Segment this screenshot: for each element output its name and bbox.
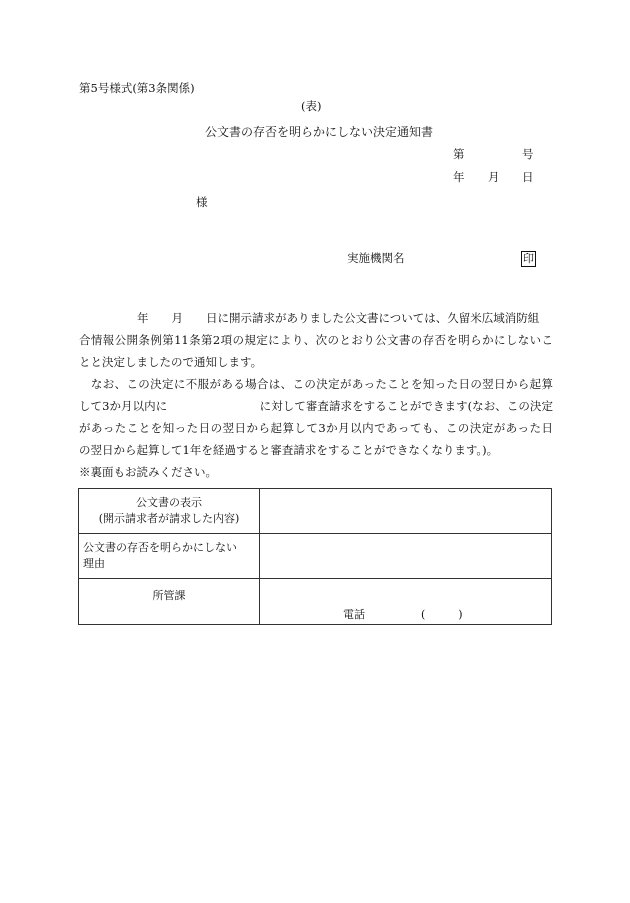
doc-number-suffix: 号: [522, 147, 534, 161]
side-label: (表): [301, 99, 322, 113]
body-line: があったことを知った日の翌日から起算して3か月以内であっても、この決定があった日: [79, 421, 553, 435]
date-month: 月: [488, 170, 500, 184]
form-number: 第5号様式(第3条関係): [79, 81, 195, 95]
info-table: [78, 488, 552, 625]
table-row: [79, 579, 552, 625]
doc-number-prefix: 第: [453, 147, 465, 161]
phone-row: [260, 579, 551, 624]
table-row: [79, 534, 552, 579]
date-year: 年: [453, 170, 465, 184]
body-line: 年 月 日に開示請求がありました公文書については、久留米広域消防組: [137, 311, 540, 325]
department-field[interactable]: [260, 579, 552, 625]
date-day: 日: [522, 170, 534, 184]
doc-display-label-line2: (開示請求者が請求した内容): [98, 512, 240, 525]
phone-parens: ( ): [421, 608, 463, 621]
phone-label: 電話: [343, 608, 365, 621]
body-line: とと決定しましたので通知します。: [79, 355, 263, 369]
reason-label-line2: 理由: [83, 557, 105, 570]
seal-label: 印: [523, 252, 534, 265]
reason-label-line1: 公文書の存否を明らかにしない: [83, 541, 237, 554]
doc-display-field[interactable]: [260, 489, 552, 534]
note: ※裏面もお読みください。: [79, 465, 217, 479]
reason-field[interactable]: [260, 534, 552, 579]
seal-mark: [521, 251, 536, 267]
reason-label: [79, 534, 260, 579]
body-line: の翌日から起算して1年を経過すると審査請求をすることができなくなります。)。: [79, 443, 499, 457]
agency-label: 実施機関名: [347, 251, 405, 265]
body-line: なお、この決定に不服がある場合は、この決定があったことを知った日の翌日から起算: [79, 377, 553, 391]
body-line: して3か月以内に に対して審査請求をすることができます(なお、この決定: [79, 399, 553, 413]
table-row: [79, 489, 552, 534]
doc-display-label: [79, 489, 260, 534]
page-title: 公文書の存否を明らかにしない決定通知書: [205, 125, 434, 139]
body-text: [79, 307, 553, 483]
addressee-suffix: 様: [196, 195, 208, 209]
doc-display-label-line1: 公文書の表示: [136, 496, 202, 509]
department-label: 所管課: [79, 579, 260, 625]
body-line: 合情報公開条例第11条第2項の規定により、次のとおり公文書の存否を明らかにしないこ: [79, 333, 553, 347]
